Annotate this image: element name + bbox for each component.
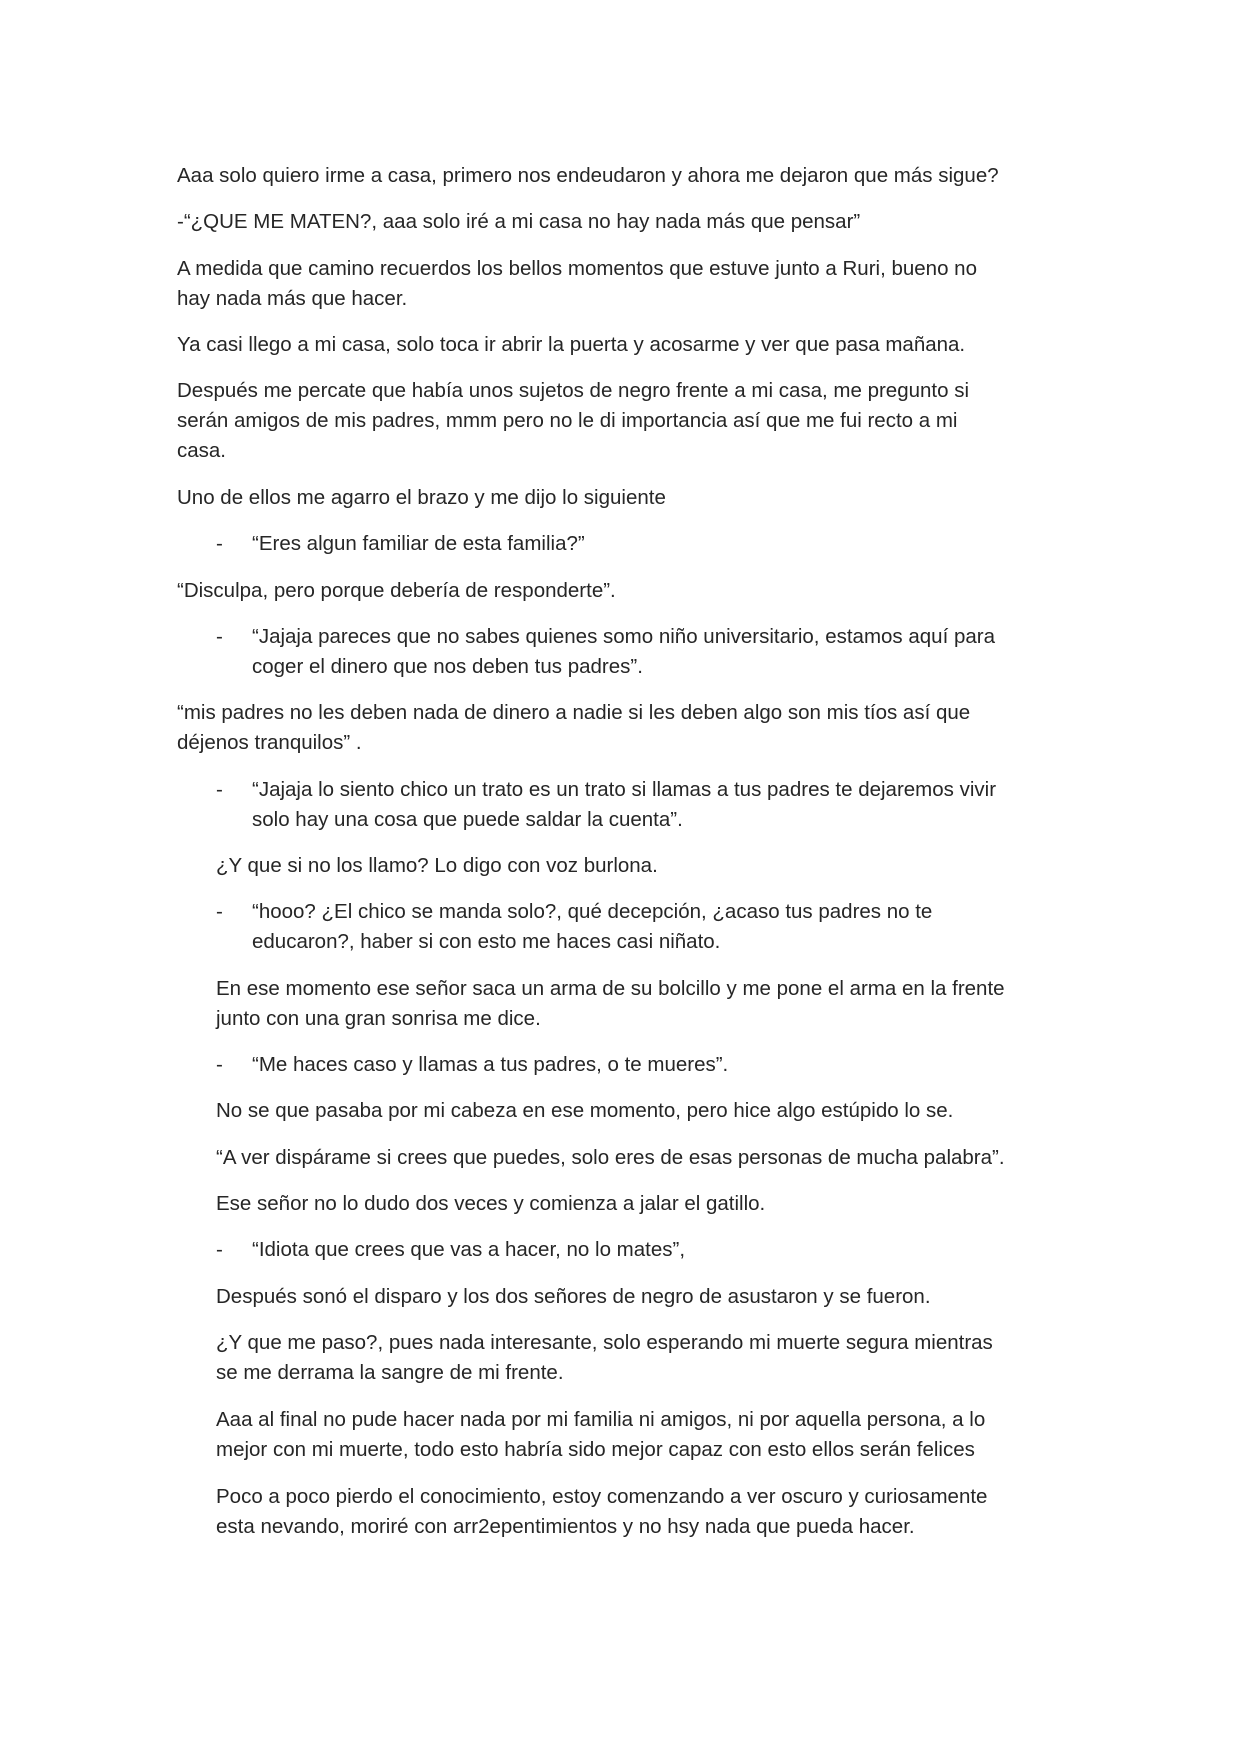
- bullet-text-line: coger el dinero que nos deben tus padres”.: [252, 655, 643, 678]
- paragraph-text-line: “mis padres no les deben nada de dinero a nadie si les deben algo son mis tíos así que: [177, 701, 971, 724]
- paragraph-text-line: En ese momento ese señor saca un arma de su bolcillo y me pone el arma en la frente: [216, 977, 1005, 1000]
- paragraph-text-line: hay nada más que hacer.: [177, 287, 408, 310]
- paragraph-text-line: No se que pasaba por mi cabeza en ese momento, pero hice algo estúpido lo se.: [216, 1099, 954, 1122]
- paragraph-text-line: ¿Y que me paso?, pues nada interesante, solo esperando mi muerte segura mientras: [216, 1331, 993, 1354]
- bullet-marker: -: [216, 625, 223, 648]
- bullet-text-line: solo hay una cosa que puede saldar la cuenta”.: [252, 808, 683, 831]
- paragraph-text-line: Aaa al final no pude hacer nada por mi familia ni amigos, ni por aquella persona, a lo: [216, 1408, 986, 1431]
- bullet-text-line: “Jajaja pareces que no sabes quienes somo niño universitario, estamos aquí para: [252, 625, 995, 648]
- paragraph-text-line: se me derrama la sangre de mi frente.: [216, 1361, 564, 1384]
- bullet-marker: -: [216, 778, 223, 801]
- paragraph-text-line: casa.: [177, 439, 226, 462]
- paragraph-text-line: déjenos tranquilos” .: [177, 731, 362, 754]
- bullet-marker: -: [216, 1053, 223, 1076]
- paragraph-text-line: Después sonó el disparo y los dos señores de negro de asustaron y se fueron.: [216, 1285, 931, 1308]
- paragraph-text-line: Después me percate que había unos sujetos de negro frente a mi casa, me pregunto si: [177, 379, 970, 402]
- bullet-text-line: “Me haces caso y llamas a tus padres, o te mueres”.: [252, 1053, 729, 1076]
- paragraph-text-line: -“¿QUE ME MATEN?, aaa solo iré a mi casa no hay nada más que pensar”: [177, 210, 861, 233]
- paragraph-text-line: Poco a poco pierdo el conocimiento, estoy comenzando a ver oscuro y curiosamente: [216, 1485, 988, 1508]
- paragraph-text-line: A medida que camino recuerdos los bellos momentos que estuve junto a Ruri, bueno no: [177, 257, 977, 280]
- bullet-text-line: “Idiota que crees que vas a hacer, no lo mates”,: [252, 1238, 686, 1261]
- bullet-text-line: “hooo? ¿El chico se manda solo?, qué decepción, ¿acaso tus padres no te: [252, 900, 933, 923]
- paragraph-text-line: Ese señor no lo dudo dos veces y comienza a jalar el gatillo.: [216, 1192, 766, 1215]
- paragraph-text-line: “A ver dispárame si crees que puedes, solo eres de esas personas de mucha palabra”.: [216, 1146, 1005, 1169]
- paragraph-text-line: Aaa solo quiero irme a casa, primero nos endeudaron y ahora me dejaron que más sigue?: [177, 164, 999, 187]
- paragraph-text-line: ¿Y que si no los llamo? Lo digo con voz burlona.: [216, 854, 658, 877]
- bullet-marker: -: [216, 900, 223, 923]
- bullet-marker: -: [216, 1238, 223, 1261]
- paragraph-text-line: serán amigos de mis padres, mmm pero no le di importancia así que me fui recto a mi: [177, 409, 958, 432]
- paragraph-text-line: “Disculpa, pero porque debería de responderte”.: [177, 579, 616, 602]
- paragraph-text-line: Ya casi llego a mi casa, solo toca ir abrir la puerta y acosarme y ver que pasa mañana.: [177, 333, 966, 356]
- paragraph-text-line: Uno de ellos me agarro el brazo y me dijo lo siguiente: [177, 486, 666, 509]
- bullet-text-line: educaron?, haber si con esto me haces casi niñato.: [252, 930, 721, 953]
- paragraph-text-line: mejor con mi muerte, todo esto habría sido mejor capaz con esto ellos serán felices: [216, 1438, 975, 1461]
- bullet-marker: -: [216, 532, 223, 555]
- bullet-text-line: “Jajaja lo siento chico un trato es un trato si llamas a tus padres te dejaremos vivir: [252, 778, 997, 801]
- paragraph-text-line: junto con una gran sonrisa me dice.: [216, 1007, 541, 1030]
- bullet-text-line: “Eres algun familiar de esta familia?”: [252, 532, 585, 555]
- paragraph-text-line: esta nevando, moriré con arr2epentimientos y no hsy nada que pueda hacer.: [216, 1515, 915, 1538]
